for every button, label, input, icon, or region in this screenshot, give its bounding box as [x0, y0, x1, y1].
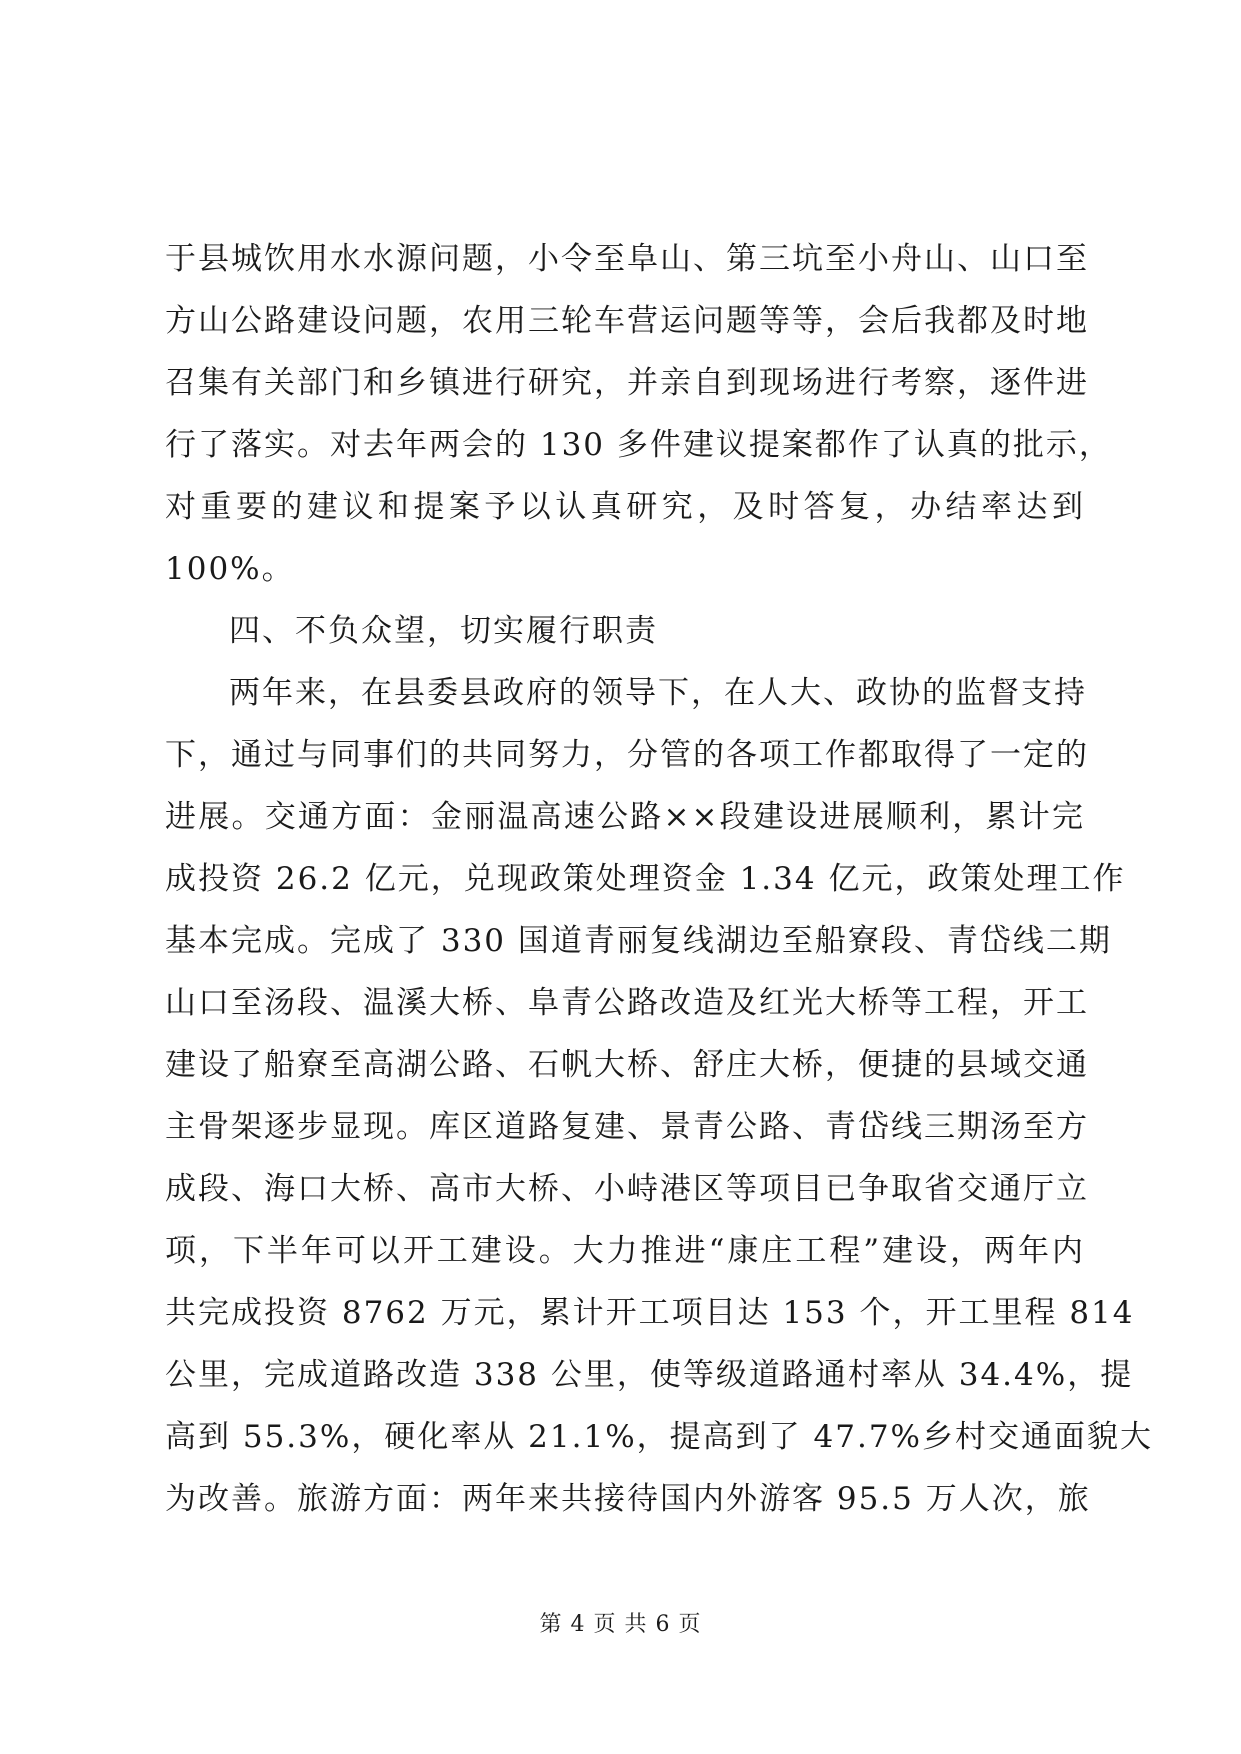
- text-line: 高到 55.3%，硬化率从 21.1%，提高到了 47.7%乡村交通面貌大: [165, 1419, 1153, 1455]
- text-line: 建设了船寮至高湖公路、石帆大桥、舒庄大桥，便捷的县域交通: [165, 1047, 1089, 1083]
- body-text: [165, 228, 1153, 1530]
- page-number-footer: 第 4 页 共 6 页: [539, 1612, 702, 1637]
- text-line: 100%。: [165, 551, 295, 587]
- text-line: 项，下半年可以开工建设。大力推进“康庄工程”建设，两年内: [165, 1233, 1085, 1269]
- text-line: 共完成投资 8762 万元，累计开工项目达 153 个，开工里程 814: [165, 1295, 1135, 1331]
- text-line: 公里，完成道路改造 338 公里，使等级道路通村率从 34.4%，提: [165, 1357, 1134, 1393]
- text-line: 下，通过与同事们的共同努力，分管的各项工作都取得了一定的: [165, 737, 1089, 773]
- paragraph-first-line: 两年来，在县委县政府的领导下，在人大、政协的监督支持: [229, 675, 1087, 711]
- text-line: 进展。交通方面：金丽温高速公路××段建设进展顺利，累计完: [165, 799, 1085, 835]
- text-line: 为改善。旅游方面：两年来共接待国内外游客 95.5 万人次，旅: [165, 1481, 1091, 1517]
- text-line: 成段、海口大桥、高市大桥、小峙港区等项目已争取省交通厅立: [165, 1171, 1089, 1207]
- text-line: 于县城饮用水水源问题，小令至阜山、第三坑至小舟山、山口至: [165, 241, 1089, 277]
- text-line: 方山公路建设问题，农用三轮车营运问题等等，会后我都及时地: [165, 303, 1089, 339]
- text-line: 基本完成。完成了 330 国道青丽复线湖边至船寮段、青岱线二期: [165, 923, 1112, 959]
- section-heading: 四、不负众望，切实履行职责: [229, 613, 658, 649]
- text-line: 对重要的建议和提案予以认真研究，及时答复，办结率达到: [165, 489, 1085, 525]
- text-line: 成投资 26.2 亿元，兑现政策处理资金 1.34 亿元，政策处理工作: [165, 861, 1126, 897]
- text-line: 山口至汤段、温溪大桥、阜青公路改造及红光大桥等工程，开工: [165, 985, 1089, 1021]
- text-line: 行了落实。对去年两会的 130 多件建议提案都作了认真的批示，: [165, 427, 1112, 463]
- text-line: 召集有关部门和乡镇进行研究，并亲自到现场进行考察，逐件进: [165, 365, 1089, 401]
- text-line: 主骨架逐步显现。库区道路复建、景青公路、青岱线三期汤至方: [165, 1109, 1089, 1145]
